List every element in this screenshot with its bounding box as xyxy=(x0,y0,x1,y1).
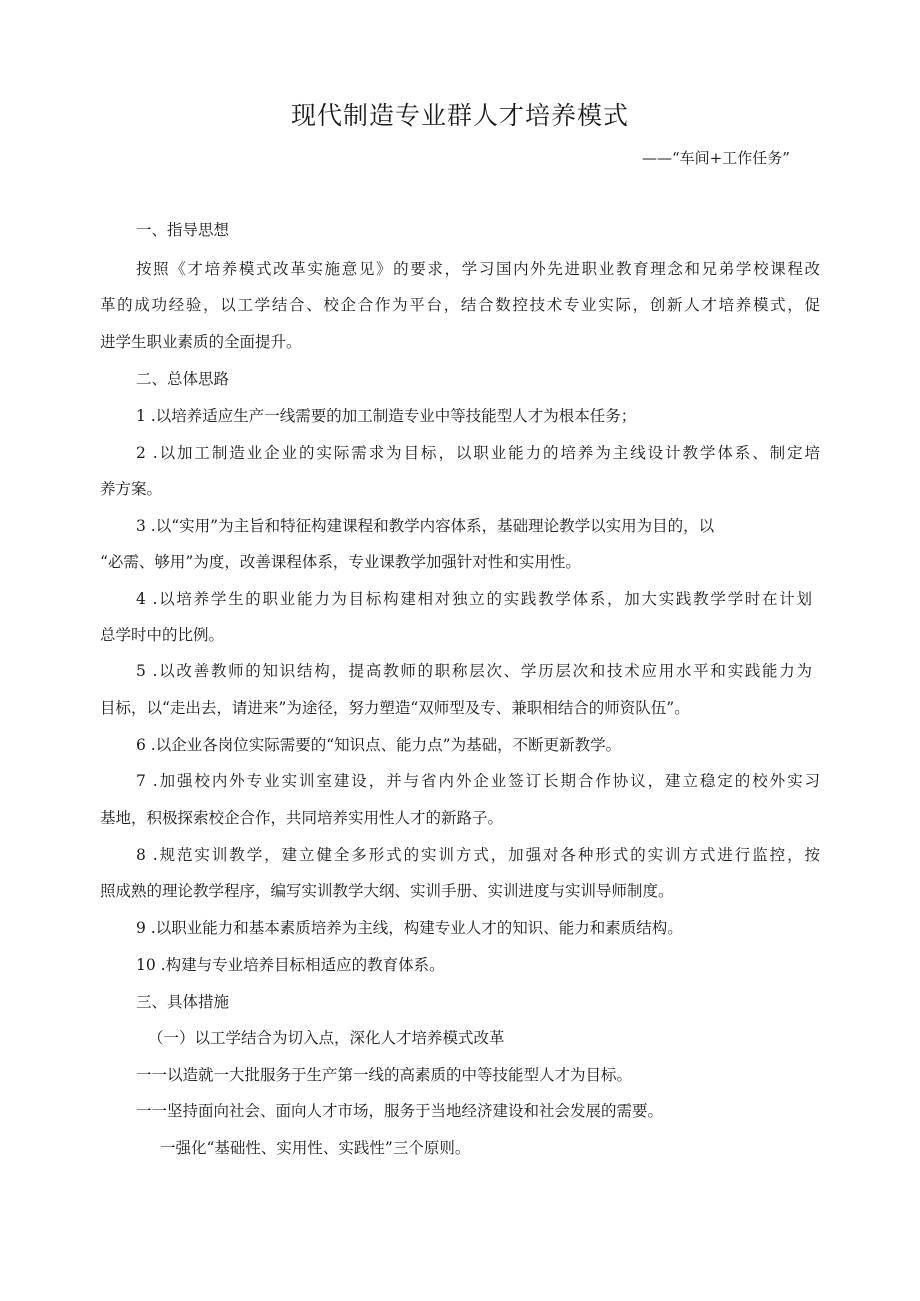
subsection-heading: （一）以工学结合为切入点，深化人才培养模式改革 xyxy=(148,1029,505,1047)
paragraph-line: 进学生职业素质的全面提升。 xyxy=(100,333,302,351)
list-item-8: 8 .规范实训教学，建立健全多形式的实训方式，加强对各种形式的实训方式进行监控，按 xyxy=(136,846,820,864)
bullet-line: 一一以造就一大批服务于生产第一线的高素质的中等技能型人才为目标。 xyxy=(136,1066,633,1084)
list-item-2-cont: 养方案。 xyxy=(100,480,163,498)
list-item-6: 6 .以企业各岗位实际需要的“知识点、能力点”为基础，不断更新教学。 xyxy=(136,736,622,754)
section-heading-specific-measures: 三、具体措施 xyxy=(136,993,230,1011)
paragraph-line: 按照《才培养模式改革实施意见》的要求，学习国内外先进职业教育理念和兄弟学校课程改 xyxy=(136,260,820,278)
list-item-7-cont: 基地，积极探索校企合作，共同培养实用性人才的新路子。 xyxy=(100,809,504,827)
list-item-2: 2 .以加工制造业企业的实际需求为目标，以职业能力的培养为主线设计教学体系、制定培 xyxy=(136,444,820,462)
list-item-5: 5 .以改善教师的知识结构，提高教师的职称层次、学历层次和技术应用水平和实践能力为 xyxy=(136,662,812,680)
section-heading-overall-approach: 二、总体思路 xyxy=(136,370,230,388)
document-title: 现代制造专业群人才培养模式 xyxy=(290,101,629,130)
list-item-9: 9 .以职业能力和基本素质培养为主线，构建专业人才的知识、能力和素质结构。 xyxy=(136,919,683,937)
bullet-line: 一一坚持面向社会、面向人才市场，服务于当地经济建设和社会发展的需要。 xyxy=(136,1102,664,1120)
list-item-3-cont: “必需、够用”为度，改善课程体系，专业课教学加强针对性和实用性。 xyxy=(100,553,581,571)
list-item-3: 3 .以“实用”为主旨和特征构建课程和教学内容体系，基础理论教学以实用为目的，以 xyxy=(136,517,715,535)
document-subtitle: ——“车间+工作任务” xyxy=(642,149,790,167)
list-item-7: 7 .加强校内外专业实训室建设，并与省内外企业签订长期合作协议，建立稳定的校外实习 xyxy=(136,772,820,790)
section-heading-guiding-ideology: 一、指导思想 xyxy=(136,221,230,239)
list-item-8-cont: 照成熟的理论教学程序，编写实训教学大纲、实训手册、实训进度与实训导师制度。 xyxy=(100,882,674,900)
list-item-4-cont: 总学时中的比例。 xyxy=(100,626,225,644)
bullet-line: 一强化“基础性、实用性、实践性”三个原则。 xyxy=(160,1139,471,1157)
list-item-10: 10 .构建与专业培养目标相适应的教育体系。 xyxy=(136,956,445,974)
paragraph-line: 革的成功经验，以工学结合、校企合作为平台，结合数控技术专业实际，创新人才培养模式，促 xyxy=(100,296,820,314)
list-item-4: 4 .以培养学生的职业能力为目标构建相对独立的实践教学体系，加大实践教学学时在计划 xyxy=(136,590,812,608)
list-item-5-cont: 目标，以“走出去，请进来”为途径，努力塑造“双师型及专、兼职相结合的师资队伍”。 xyxy=(100,699,690,717)
list-item-1: 1 .以培养适应生产一线需要的加工制造专业中等技能型人才为根本任务； xyxy=(136,407,637,425)
